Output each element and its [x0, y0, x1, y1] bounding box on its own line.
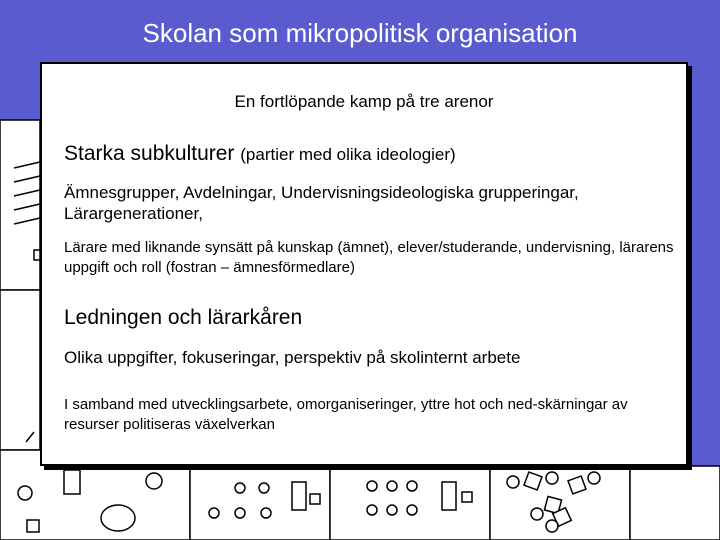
table-square [27, 520, 39, 532]
room-panel-3 [330, 466, 490, 540]
section1-heading-text: Starka subkulturer [64, 142, 235, 165]
chair-circle [367, 505, 377, 515]
section2-heading: Ledningen och lärarkåren [64, 306, 303, 329]
chair-circle [531, 508, 543, 520]
cabinet-rect [64, 470, 80, 494]
section2-line1: Olika uppgifter, fokuseringar, perspektiv på skolinternt arbete [64, 348, 521, 367]
chair-circle [387, 481, 397, 491]
section2-line2: I samband med utvecklingsarbete, omorganiseringer, yttre hot och ned-skärningar av resurser politiseras växelverkan [64, 396, 628, 433]
card-subtitle: En fortlöpande kamp på tre arenor [234, 92, 494, 111]
chair-circle [407, 505, 417, 515]
chair-circle [18, 486, 32, 500]
round-table [101, 505, 135, 531]
chair-circle [588, 472, 600, 484]
chair-circle [546, 520, 558, 532]
chair-circle [367, 481, 377, 491]
chair-circle [407, 481, 417, 491]
chair-circle [546, 472, 558, 484]
room-panel-2 [190, 466, 330, 540]
room-panel-5 [630, 466, 720, 540]
chair-circle [235, 483, 245, 493]
desk-rect [292, 482, 306, 510]
section1-heading-note: (partier med olika ideologier) [240, 145, 456, 164]
chair-circle [209, 508, 219, 518]
section1-line1: Ämnesgrupper, Avdelningar, Undervisningsideologiska grupperingar, Lärargenerationer, [64, 183, 579, 223]
small-square [462, 492, 472, 502]
content-card [40, 62, 688, 466]
chair-circle [387, 505, 397, 515]
chair-circle [235, 508, 245, 518]
section1-heading [64, 142, 456, 166]
chair-circle [146, 473, 162, 489]
left-panel-lower [0, 290, 40, 450]
section1-line2: Lärare med liknande synsätt på kunskap (ämnet), elever/studerande, undervisning, lärarens uppgift och roll (fostran – ämnesförmedlare) [64, 239, 674, 276]
desk-rect [442, 482, 456, 510]
chair-circle [507, 476, 519, 488]
chair-circle [259, 483, 269, 493]
chair-circle [261, 508, 271, 518]
small-square [310, 494, 320, 504]
slide-title: Skolan som mikropolitisk organisation [142, 18, 578, 48]
